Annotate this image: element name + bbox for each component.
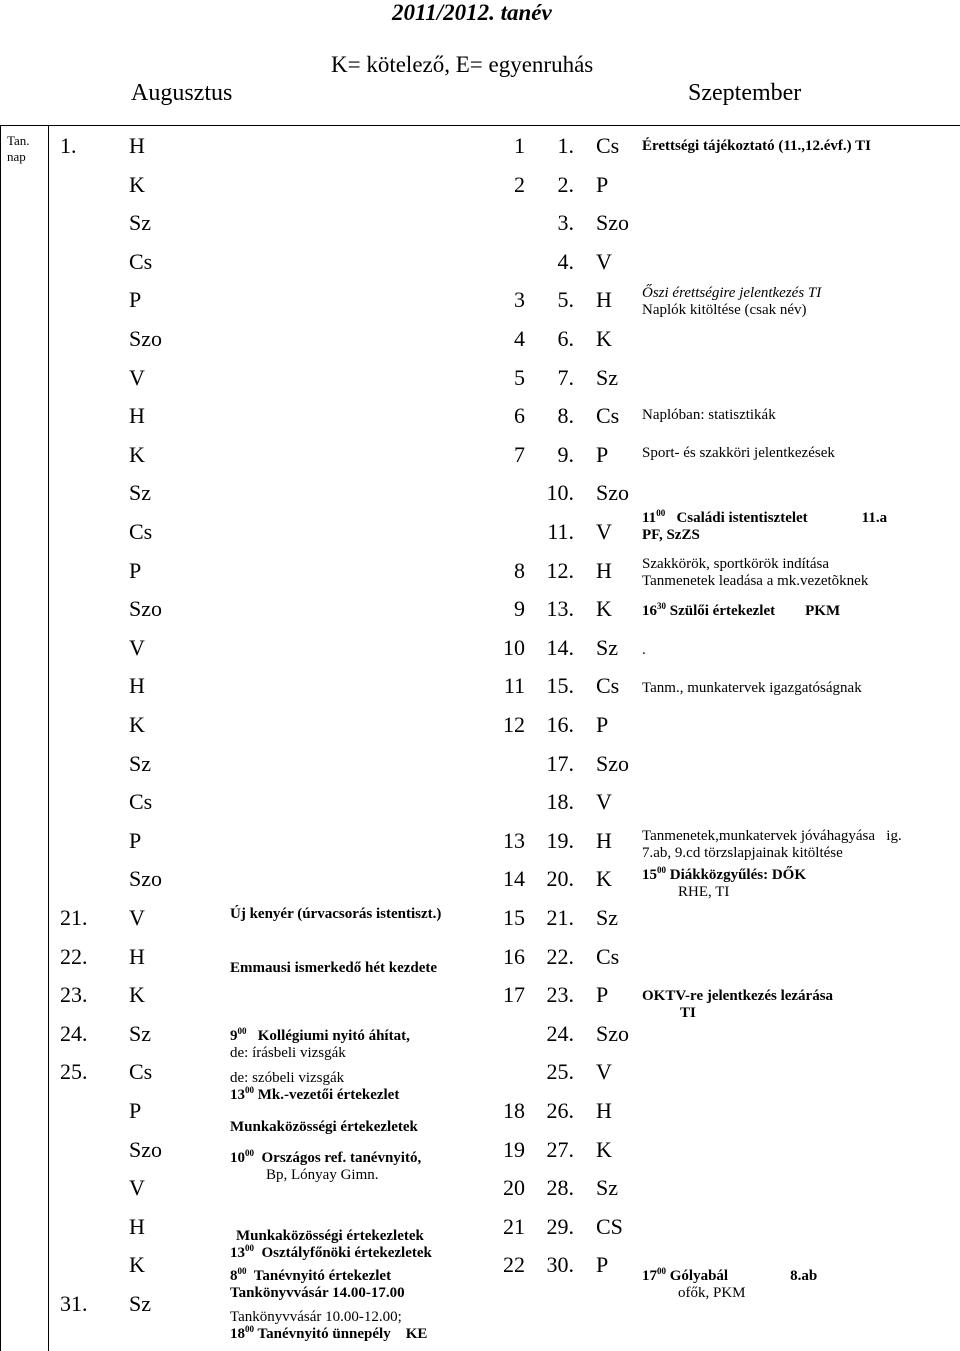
sep-event-15: Tanm., munkatervek igazgatóságnak [642,680,862,696]
aug-weekday: Cs [129,248,153,274]
sep-weekday: P [596,441,609,467]
sep-weekday: Szo [596,750,629,776]
sep-teaching-day: 19 [503,1136,525,1162]
sep-weekday: Szo [596,1020,629,1046]
aug-day-number: 23. [60,982,88,1008]
aug-weekday: V [129,634,145,660]
legend-text: K= kötelező, E= egyenruhás [331,52,594,77]
sep-date: 8. [557,403,574,429]
aug-weekday: Cs [129,1059,153,1085]
sep-date: 16. [546,712,574,737]
aug-weekday: K [129,171,145,197]
aug-weekday: Sz [129,750,151,776]
aug-day-number: 25. [60,1059,88,1085]
sep-weekday: K [596,866,612,892]
sep-weekday: P [596,712,609,737]
sep-date: 10. [546,480,574,506]
sep-teaching-day: 15 [503,905,525,930]
sep-date: 22. [546,943,574,969]
sep-weekday: H [596,287,612,313]
sep-date: 17. [546,750,574,776]
sep-teaching-day: 7 [514,441,525,467]
aug-day-number: 24. [60,1020,88,1046]
sep-teaching-day: 18 [503,1098,525,1123]
aug-weekday: Sz [129,480,151,506]
aug-day-number: 21. [60,905,88,930]
sep-weekday: Szo [596,210,629,236]
sep-weekday: P [596,171,609,197]
sep-weekday: V [596,789,612,815]
sep-date: 29. [546,1213,574,1239]
sep-event-9: Sport- és szakköri jelentkezések [642,445,835,461]
sep-date: 5. [557,287,574,313]
aug-weekday: Szo [129,596,162,622]
sep-date: 2. [557,171,574,197]
aug-weekday: H [129,133,145,158]
aug-weekday: V [129,364,145,390]
aug-event-31: Tankönyvvásár 10.00-12.00; $18^{00}$ Tanévnyitó ünnepély KE [230,1309,428,1343]
sep-teaching-day: 21 [503,1213,525,1239]
sep-weekday: K [596,326,612,351]
sep-event-11: $11^{00}$ Családi istentisztelet 11.a PF, SzZS [642,508,888,544]
sep-weekday: Sz [596,905,618,930]
aug-weekday: H [129,403,145,429]
sep-weekday: K [596,596,612,622]
sep-teaching-day: 14 [503,866,525,892]
aug-event-24: $9^{00}$ Kollégiumi nyitó áhítat, de: írásbeli vizsgák [230,1026,410,1062]
sep-date: 7. [557,364,574,390]
table-top-border [0,125,960,126]
month-september: Szeptember [688,80,802,106]
sep-date: 28. [546,1175,574,1201]
sep-weekday: V [596,1059,612,1085]
table-left-border [0,125,1,1351]
sep-teaching-day: 20 [503,1175,525,1201]
sep-weekday: V [596,248,612,274]
sep-event-30: $17^{00}$ Gólyabál 8.ab ofők, PKM [642,1266,818,1302]
aug-event-25: de: szóbeli vizsgák $13^{00}$ Mk.-vezetői értekezlet [230,1070,400,1104]
aug-weekday: Szo [129,866,162,892]
sep-date: 26. [546,1098,574,1123]
sep-weekday: Sz [596,634,618,660]
sep-event-5: Őszi érettségire jelentkezés TI Naplók kitöltése (csak név) [642,285,822,319]
aug-weekday: K [129,1252,145,1278]
aug-weekday: Szo [129,1136,162,1162]
sep-teaching-day: 4 [514,326,525,351]
sep-date: 15. [546,673,574,699]
sep-date: 19. [546,827,574,853]
aug-weekday: K [129,712,145,737]
sep-date: 27. [546,1136,574,1162]
sep-teaching-day: 11 [503,673,525,699]
aug-weekday: Cs [129,789,153,815]
sep-event-14: . [642,642,646,658]
sep-date: 12. [546,557,574,583]
aug-weekday: H [129,943,145,969]
sep-date: 18. [546,789,574,815]
sep-event-1: Érettségi tájékoztató (11.,12.évf.) TI [642,138,871,154]
sep-date: 14. [546,634,574,660]
sep-teaching-day: 13 [503,827,525,853]
sep-teaching-day: 9 [514,596,525,622]
aug-event-27: $10^{00}$ Országos ref. tanévnyitó, Bp, Lónyay Gimn. [230,1148,422,1184]
school-year-title: 2011/2012. tanév [392,0,552,25]
aug-weekday: Szo [129,326,162,351]
aug-weekday: V [129,1175,145,1201]
sep-teaching-day: 17 [503,982,525,1008]
tan-nap-header: Tan. nap [7,133,30,164]
aug-day-number: 22. [60,943,88,969]
sep-date: 23. [546,982,574,1008]
sep-event-13: $16^{30}$ Szülői értekezlet PKM [642,601,841,619]
sep-teaching-day: 16 [503,943,525,969]
sep-weekday: Sz [596,1175,618,1201]
aug-event-22: Emmausi ismerkedő hét kezdete [230,960,438,976]
sep-teaching-day: 6 [514,403,525,429]
sep-date: 9. [557,441,574,467]
sep-weekday: P [596,982,609,1008]
sep-teaching-day: 1 [514,133,525,158]
sep-weekday: Cs [596,403,620,429]
aug-event-29: Munkaközösségi értekezletek $13^{00}$ Osztályfőnöki értekezletek [230,1228,432,1262]
sep-weekday: Cs [596,133,620,158]
aug-weekday: Sz [129,1291,151,1316]
aug-weekday: Sz [129,1020,151,1046]
sep-weekday: P [596,1252,609,1278]
sep-event-19: Tanmenetek,munkatervek jóváhagyása ig. 7.ab, 9.cd törzslapjainak kitöltése [642,828,902,862]
sep-date: 1. [557,133,574,158]
sep-teaching-day: 12 [503,712,525,737]
sep-weekday: H [596,827,612,853]
aug-weekday: K [129,982,145,1008]
sep-teaching-day: 22 [503,1252,525,1278]
sep-teaching-day: 3 [514,287,525,313]
sep-date: 25. [546,1059,574,1085]
aug-weekday: P [129,827,142,853]
sep-weekday: Cs [596,673,620,699]
aug-weekday: P [129,287,142,313]
sep-weekday: Szo [596,480,629,506]
aug-weekday: P [129,1098,142,1123]
tan-nap-column-divider [48,125,49,1351]
sep-weekday: V [596,519,612,544]
sep-date: 20. [546,866,574,892]
sep-date: 4. [557,248,574,274]
sep-date: 6. [557,326,574,351]
aug-weekday: Cs [129,519,153,544]
aug-weekday: K [129,441,145,467]
sep-teaching-day: 10 [503,634,525,660]
sep-weekday: Sz [596,364,618,390]
aug-day-number: 1. [60,133,77,158]
sep-weekday: H [596,557,612,583]
sep-weekday: H [596,1098,612,1123]
sep-weekday: CS [596,1213,623,1239]
aug-event-26: Munkaközösségi értekezletek [230,1119,418,1135]
aug-event-21: Új kenyér (úrvacsorás istentiszt.) [230,906,442,922]
aug-weekday: Sz [129,210,151,236]
sep-event-12: Szakkörök, sportkörök indítása Tanmenetek leadása a mk.vezetõknek [642,556,869,590]
sep-teaching-day: 8 [514,557,525,583]
sep-date: 24. [546,1020,574,1046]
aug-day-number: 31. [60,1291,88,1316]
aug-weekday: P [129,557,142,583]
sep-date: 3. [557,210,574,236]
sep-date: 30. [546,1252,574,1278]
sep-date: 13. [546,596,574,622]
sep-date: 11. [547,519,574,544]
aug-weekday: H [129,673,145,699]
sep-event-23: OKTV-re jelentkezés lezárása TI [642,988,834,1022]
sep-teaching-day: 2 [514,171,525,197]
aug-weekday: H [129,1213,145,1239]
sep-date: 21. [546,905,574,930]
sep-weekday: Cs [596,943,620,969]
aug-weekday: V [129,905,145,930]
sep-teaching-day: 5 [514,364,525,390]
sep-event-20: $15^{00}$ Diákközgyűlés: DŐK RHE, TI [642,865,807,901]
sep-weekday: K [596,1136,612,1162]
sep-event-8: Naplóban: statisztikák [642,407,776,423]
aug-event-30: $8^{00}$ Tanévnyitó értekezlet Tankönyvvásár 14.00-17.00 [230,1266,405,1302]
month-august: Augusztus [131,80,233,106]
